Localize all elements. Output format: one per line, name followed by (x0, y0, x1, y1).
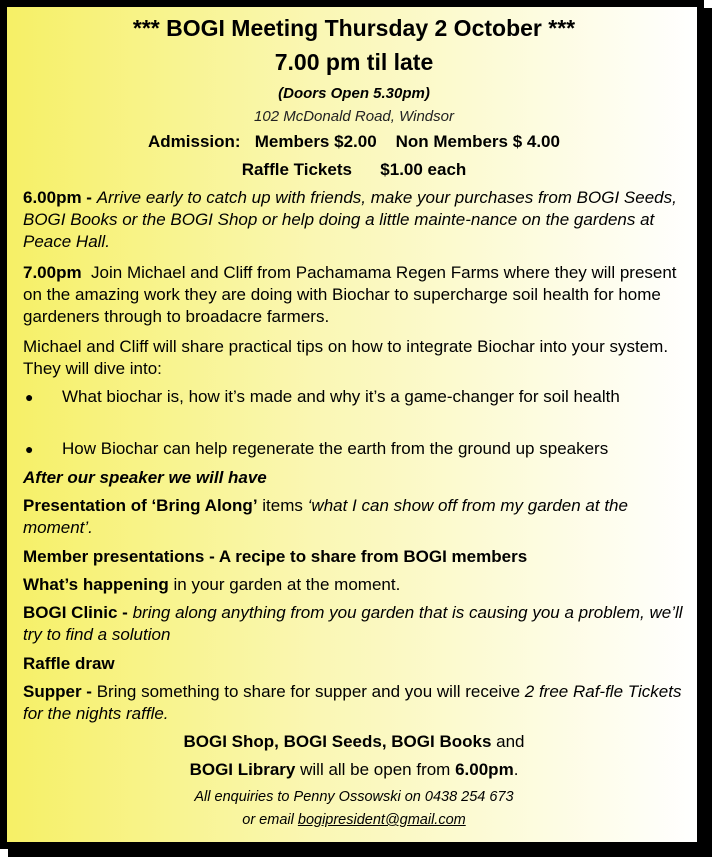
email-prefix: or email (242, 812, 294, 828)
shops-bold: BOGI Shop, BOGI Seeds, BOGI Books (183, 732, 492, 751)
happening-bold: What’s happening (23, 575, 169, 594)
bring-along-italic: ‘what I can show off from my garden at the moment’. (23, 496, 628, 537)
admission-label: Admission: (148, 132, 241, 151)
supper-italic: 2 free Raf-fle Tickets for the nights raffle. (23, 682, 682, 723)
supper-text: Bring something to share for supper and you will receive (96, 682, 521, 701)
flyer-shadow-bottom (8, 849, 712, 857)
admission-line (23, 131, 685, 153)
six-pm-text: Arrive early to catch up with friends, make your purchases from BOGI Seeds, BOGI Books or the BOGI Shop or help doing a little mainte-nance on the gardens at Peace Hall. (23, 188, 677, 251)
bring-along-bold: Presentation of ‘Bring Along’ (23, 496, 258, 515)
shops-line (23, 731, 685, 753)
seven-pm-item (23, 262, 685, 328)
email-line (23, 812, 685, 828)
meeting-title: *** BOGI Meeting Thursday 2 October *** (132, 15, 576, 41)
open-time: 6.00pm (455, 760, 514, 779)
enquiries: All enquiries to Penny Ossowski on 0438 254 673 (194, 789, 514, 805)
supper-item (23, 681, 685, 725)
raffle-line (23, 159, 685, 181)
address: 102 McDonald Road, Windsor (254, 108, 454, 125)
email-link[interactable]: bogipresident@gmail.com (297, 812, 466, 828)
flyer-panel (6, 6, 698, 843)
doors-open: (Doors Open 5.30pm) (278, 85, 430, 102)
open-text: will all be open from (300, 760, 451, 779)
raffle-price: $1.00 each (380, 160, 467, 179)
bullet-item: What biochar is, how it’s made and why it’s a game-changer for soil health (62, 387, 620, 406)
raffle-label: Raffle Tickets (241, 160, 352, 179)
clinic-bold: BOGI Clinic - (23, 603, 128, 622)
clinic-text: bring along anything from you garden that is causing you a problem, we’ll try to find a solution (23, 603, 683, 644)
clinic-item (23, 602, 685, 646)
non-members-price: Non Members $ 4.00 (395, 132, 560, 151)
library-line (23, 759, 685, 781)
six-pm-time: 6.00pm - (23, 188, 92, 207)
library-bold: BOGI Library (189, 760, 296, 779)
seven-pm-time: 7.00pm (23, 263, 82, 282)
six-pm-item (23, 187, 685, 253)
members-price: Members $2.00 (254, 132, 377, 151)
bullet-icon: ● (25, 389, 34, 405)
bullet-item: How Biochar can help regenerate the earth from the ground up speakers (62, 439, 609, 458)
raffle-draw: Raffle draw (23, 654, 115, 673)
bring-along-item (23, 495, 685, 539)
happening-item (23, 574, 685, 596)
bullet-icon: ● (25, 441, 34, 457)
bring-along-items: items (262, 496, 303, 515)
tips-text: Michael and Cliff will share practical tips on how to integrate Biochar into your system. They will dive into: (23, 337, 669, 378)
member-presentations: Member presentations - A recipe to share from BOGI members (23, 547, 528, 566)
supper-bold: Supper - (23, 682, 92, 701)
meeting-time: 7.00 pm til late (274, 49, 434, 75)
open-period: . (513, 760, 519, 779)
seven-pm-text: Join Michael and Cliff from Pachamama Regen Farms where they will present on the amazing work they are doing with Biochar to supercharge soil health for home gardeners through to broadacre farmers. (23, 263, 677, 326)
shops-and: and (496, 732, 525, 751)
flyer-shadow-right (704, 8, 712, 857)
happening-text: in your garden at the moment. (173, 575, 401, 594)
after-speaker-heading: After our speaker we will have (23, 468, 267, 487)
